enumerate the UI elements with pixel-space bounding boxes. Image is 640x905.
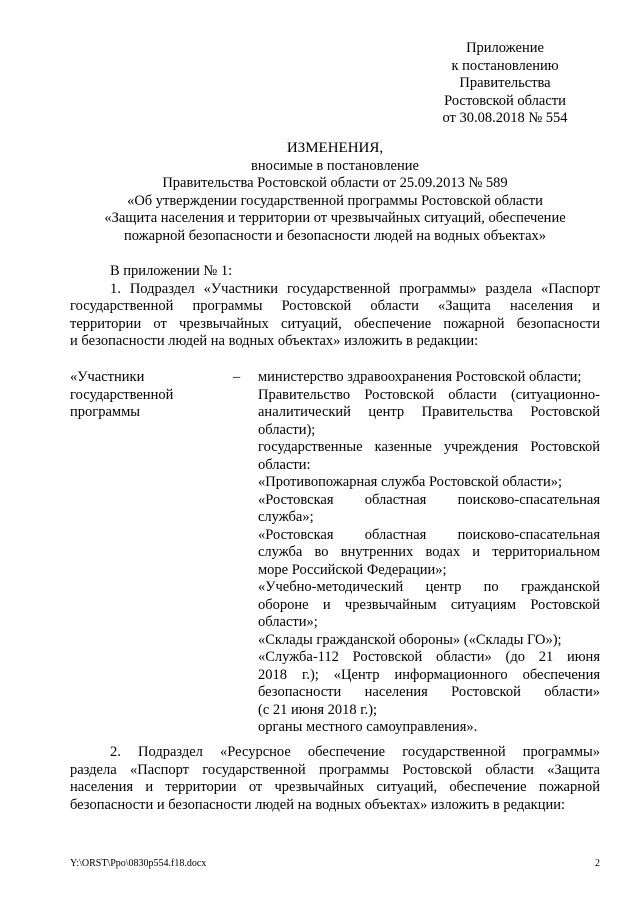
participant-line: области»; — [258, 614, 318, 630]
appendix-line: Приложение — [466, 40, 544, 56]
title-line: Правительства Ростовской области от 25.09.2013 № 589 — [162, 175, 508, 191]
participant-line: обороне и чрезвычайным ситуациям Ростовской — [258, 596, 600, 613]
participant-line: служба»; — [258, 509, 314, 525]
file-path: Y:\ORST\Ppo\0830p554.f18.docx — [70, 858, 207, 869]
label-line: «Участники — [70, 369, 145, 385]
participant-line: «Склады гражданской обороны» («Склады ГО»); — [258, 631, 562, 648]
item-1-line: государственной программы Ростовской области «Защита населения и — [70, 298, 600, 314]
participant-line: Правительство Ростовской области (ситуационно- — [258, 386, 600, 403]
participant-line: «Учебно-методический центр по гражданской — [258, 579, 600, 595]
participant-line: области); — [258, 421, 316, 438]
item-1-line: территории от чрезвычайных ситуаций, обеспечение пожарной безопасности — [70, 315, 600, 332]
participant-line: министерство здравоохранения Ростовской области; — [258, 369, 582, 385]
participant-line: «Противопожарная служба Ростовской области»; — [258, 474, 562, 490]
label-line: программы — [70, 404, 140, 420]
participant-line: «Ростовская областная поисково-спасательная — [258, 491, 600, 508]
item-2-paragraph — [70, 744, 600, 814]
title-line: вносимые в постановление — [251, 157, 419, 174]
participant-line: безопасности населения Ростовской области» — [258, 684, 600, 700]
participant-line: аналитический центр Правительства Ростовской — [258, 404, 600, 420]
page-number: 2 — [595, 858, 600, 869]
item-2-line: раздела «Паспорт государственной программы Ростовской области «Защита — [70, 761, 600, 778]
participant-line: (с 21 июня 2018 г.); — [258, 701, 378, 718]
participant-line: 2018 г.); «Центр информационного обеспечения — [258, 666, 600, 683]
participants-label — [70, 369, 220, 422]
title-heading: ИЗМЕНЕНИЯ, — [286, 140, 384, 156]
participant-line: море Российской Федерации»; — [258, 561, 447, 578]
appendix-header — [410, 40, 600, 128]
document-title — [70, 140, 600, 245]
document-body — [70, 263, 600, 351]
appendix-line: к постановлению — [451, 57, 559, 74]
item-1-line: и безопасности людей на водных объектах» изложить в редакции: — [70, 333, 479, 349]
participant-line: служба во внутренних водах и территориальном — [258, 544, 600, 560]
title-line: пожарной безопасности и безопасности людей на водных объектах» — [123, 227, 547, 244]
participant-line: органы местного самоуправления». — [258, 719, 478, 735]
item-2-line: безопасности и безопасности людей на водных объектах» изложить в редакции: — [70, 796, 565, 813]
title-line: «Защита населения и территории от чрезвычайных ситуаций, обеспечение — [104, 210, 566, 226]
appendix-line: Правительства — [459, 75, 551, 91]
item-1-paragraph — [70, 281, 600, 351]
label-line: государственной — [70, 386, 174, 403]
participant-line: «Ростовская областная поисково-спасательная — [258, 526, 600, 543]
participants-list — [258, 369, 600, 737]
title-line: «Об утверждении государственной программы Ростовской области — [127, 192, 543, 209]
item-1-line: 1. Подраздел «Участники государственной программы» раздела «Паспорт — [110, 280, 600, 297]
item-2-line: населения и территории от чрезвычайных ситуаций, обеспечение пожарной — [70, 779, 600, 795]
appendix-line: Ростовской области — [444, 92, 566, 109]
intro-line: В приложении № 1: — [110, 263, 233, 279]
participant-line: области: — [258, 456, 311, 473]
appendix-line: от 30.08.2018 № 554 — [442, 110, 568, 126]
participant-line: государственные казенные учреждения Ростовской — [258, 439, 600, 455]
participant-line: «Служба-112 Ростовской области» (до 21 июня — [258, 649, 600, 665]
item-2-line: 2. Подраздел «Ресурсное обеспечение государственной программы» — [110, 744, 600, 760]
dash-separator: – — [233, 369, 241, 385]
